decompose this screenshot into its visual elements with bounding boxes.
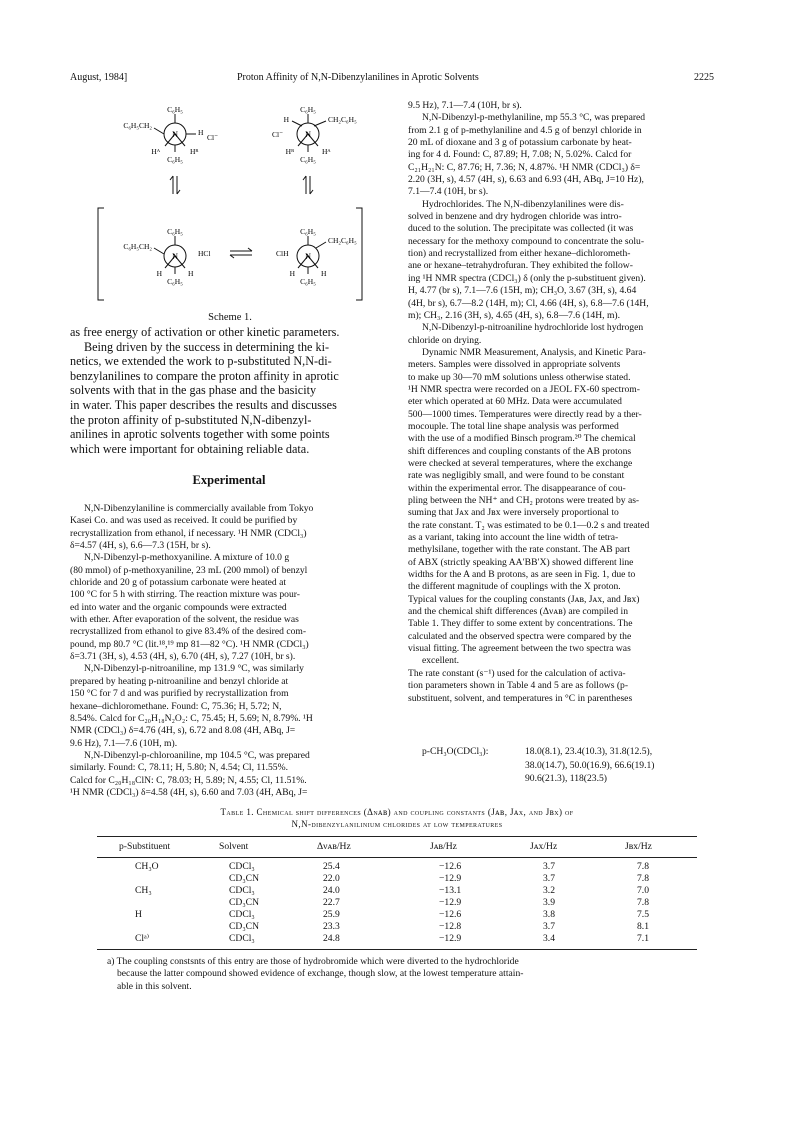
table-cell: 3.4	[543, 933, 555, 944]
table-cell: 7.8	[637, 873, 649, 884]
section-heading-experimental: Experimental	[192, 473, 266, 487]
table-cell: CH₃	[135, 885, 152, 896]
table-cell: 7.5	[637, 909, 649, 920]
text-line: the proton affinity of p-substituted N,N-dibenzyl-	[70, 412, 312, 427]
text-line: Dynamic NMR Measurement, Analysis, and Kinetic Para-	[422, 346, 646, 358]
scheme-label: C₆H₅	[167, 155, 183, 164]
table-cell: 3.8	[543, 909, 555, 920]
text-line: N,N-Dibenzyl-p-nitroaniline, mp 131.9 °C, was similarly	[84, 663, 304, 675]
text-line: 500—1000 times. Temperatures were directly read by a ther-	[408, 408, 642, 420]
text-line: widths for the A and B protons, as are seen in Fig. 1, due to	[408, 569, 636, 581]
table-cell: CDCl₃	[229, 933, 255, 944]
table-cell: CDCl₃	[229, 861, 255, 872]
text-line: Calcd for C₂₀H₁₈ClN: C, 78.03; H, 5.89; N, 4.55; Cl, 11.51%.	[70, 774, 307, 786]
scheme-label: C₆H₅	[300, 155, 316, 164]
text-line: methylsilane, together with the rate constant. The AB part	[408, 544, 631, 556]
text-line: hexane–dichloromethane. Found: C, 75.36; H, 5.72; N,	[70, 700, 282, 712]
running-header-date: August, 1984]	[70, 72, 128, 83]
table-header: p-Substituent	[119, 841, 171, 852]
table-cell: 8.1	[637, 921, 649, 932]
table-cell: CDCl₃	[229, 909, 255, 920]
rate-constant-label: p-CH₃O(CDCl₃):	[422, 746, 489, 757]
text-line: tion parameters shown in Table 4 and 5 are as follows (p-	[408, 680, 629, 692]
table-cell: 3.7	[543, 861, 555, 872]
text-line: anilines in aprotic solvents together with some points	[70, 427, 330, 442]
scheme-label: C₆H₅CH₂	[123, 121, 152, 130]
table-1	[97, 841, 697, 853]
text-line: the different magnitude of couplings with the X proton.	[408, 581, 621, 593]
footnote-line: because the latter compound showed evidence of exchange, though slow, at the lowest temperature attain-	[117, 968, 524, 980]
rate-constant-values	[525, 745, 655, 786]
table-row	[97, 897, 697, 909]
text-line: excellent.	[422, 655, 460, 667]
scheme-label: Cl⁻	[272, 130, 284, 139]
table-row	[97, 873, 697, 885]
experimental-left-column	[70, 503, 388, 799]
text-line: 9.6 Hz), 7.1—7.6 (10H, m).	[70, 737, 178, 749]
svg-text:N: N	[172, 252, 178, 261]
table-cell: −13.1	[439, 885, 462, 896]
newman-bottom-left	[123, 227, 210, 286]
table-cell: −12.9	[439, 897, 462, 908]
text-line: prepared by heating p-nitroaniline and benzyl chloride at	[70, 675, 289, 687]
table-cell: CD₃CN	[229, 873, 259, 884]
table-cell: −12.6	[439, 909, 462, 920]
newman-top-left	[123, 105, 218, 164]
table-title-line: N,N-dibenzylanilinium chlorides at low temperatures	[291, 819, 503, 829]
text-line: to make up 30—70 mM solutions unless otherwise stated.	[408, 371, 631, 383]
text-line: 20 mL of dioxane and 3 g of potassium carbonate by heat-	[408, 137, 632, 149]
text-line: 100 °C for 5 h with stirring. The reaction mixture was pour-	[70, 589, 300, 601]
text-line: Hydrochlorides. The N,N-dibenzylanilines were dis-	[422, 198, 624, 210]
text-line: meters. Samples were dissolved in appropriate solvents	[408, 359, 621, 371]
table-cell: −12.6	[439, 861, 462, 872]
text-line: solved in benzene and dry hydrogen chloride was intro-	[408, 211, 622, 223]
scheme-label: C₆H₅	[300, 105, 316, 114]
text-line: chloride and 20 g of potassium carbonate were heated at	[70, 577, 287, 589]
table-row	[97, 909, 697, 921]
scheme-label: C₆H₅CH₂	[123, 242, 152, 251]
scheme-label: ClH	[276, 249, 289, 258]
text-line: 2.20 (3H, s), 4.57 (4H, s), 6.63 and 6.93 (4H, ABq, J=10 Hz),	[408, 174, 644, 186]
scheme-label: Hᴬ	[322, 147, 331, 156]
table-row	[97, 885, 697, 897]
text-line: benzylanilines to compare the proton affinity in aprotic	[70, 368, 339, 383]
equilibrium-arrows-horizontal	[230, 248, 252, 258]
text-line: with ether. After evaporation of the solvent, the residue was	[70, 614, 299, 626]
scheme-label: CH₂C₆H₅	[328, 236, 357, 245]
table-cell: 3.9	[543, 897, 555, 908]
scheme-label: C₆H₅	[167, 277, 183, 286]
text-line: N,N-Dibenzyl-p-methoxyaniline. A mixture of 10.0 g	[84, 552, 290, 564]
text-line: 9.5 Hz), 7.1—7.4 (10H, br s).	[408, 100, 522, 111]
table-cell: 24.8	[323, 933, 340, 944]
table-bottom-rule	[97, 949, 697, 950]
rate-constant-row: 38.0(14.7), 50.0(16.9), 66.6(19.1)	[525, 759, 655, 771]
scheme-label: Hᴮ	[190, 147, 199, 156]
text-line: from 2.1 g of p-methylaniline and 4.5 g of benzyl chloride in	[408, 124, 642, 136]
equilibrium-arrows-vertical	[170, 176, 313, 194]
table-header: Δνᴀʙ/Hz	[317, 841, 351, 852]
text-line: pling between the NH⁺ and CH₂ protons were treated by as-	[408, 495, 640, 506]
text-line: (80 mmol) of p-methoxyaniline, 23 mL (200 mmol) of benzyl	[70, 564, 308, 576]
text-line: N,N-Dibenzyl-p-methylaniline, mp 55.3 °C, was prepared	[422, 112, 646, 124]
table-cell: 23.3	[323, 921, 340, 932]
text-line: duced to the solution. The precipitate was collected (it was	[408, 223, 634, 235]
scheme-label: C₆H₅	[167, 227, 183, 236]
running-header-title: Proton Affinity of N,N-Dibenzylanilines in Aprotic Solvents	[237, 72, 479, 83]
text-line: ¹H NMR (CDCl₃) δ=4.58 (4H, s), 6.60 and 7.03 (4H, ABq, J=	[70, 786, 308, 798]
text-line: the rate constant. T₂ was estimated to be 0.1—0.2 s and treated	[408, 519, 650, 531]
scheme-label: C₆H₅	[300, 277, 316, 286]
text-line: with the use of a modified Binsch program.²⁰ The chemical	[408, 433, 636, 445]
right-column	[408, 100, 730, 705]
text-line: netics, we extended the work to p-substituted N,N-di-	[70, 354, 332, 369]
table-row	[97, 861, 697, 873]
table-cell: 24.0	[323, 885, 340, 896]
text-line: The rate constant (s⁻¹) used for the calculation of activa-	[408, 667, 626, 679]
intro-paragraph	[70, 325, 388, 456]
svg-text:N: N	[305, 252, 311, 261]
text-line: pound, mp 80.7 °C (lit.¹⁸,¹⁹ mp 81—82 °C). ¹H NMR (CDCl₃)	[70, 638, 309, 650]
scheme-label: CH₂C₆H₅	[328, 115, 357, 124]
table-cell: −12.9	[439, 873, 462, 884]
table-header-rule	[97, 857, 697, 858]
text-line: recrystallization from ethanol, if necessary. ¹H NMR (CDCl₃)	[70, 527, 307, 539]
scheme-label: HCl	[198, 249, 211, 258]
text-line: ing ¹H NMR spectra (CDCl₃) δ (only the p-substituent given).	[408, 272, 646, 284]
text-line: N,N-Dibenzylaniline is commercially available from Tokyo	[84, 503, 314, 514]
text-line: visual fitting. The agreement between the two spectra was	[408, 643, 631, 655]
text-line: Typical values for the coupling constants (Jᴀʙ, Jᴀx, and Jʙx)	[408, 593, 640, 605]
scheme-label: Hᴬ	[151, 147, 160, 156]
table-cell: 7.8	[637, 897, 649, 908]
footnote-line: a) The coupling constsnts of this entry are those of hydrobromide which were diverted to the hydrochloride	[107, 956, 519, 967]
text-line: mocouple. The total line shape analysis was performed	[408, 420, 619, 432]
text-line: N,N-Dibenzyl-p-chloroaniline, mp 104.5 °C, was prepared	[84, 749, 310, 761]
text-line: ane or hexane–tetrahydrofuran. They exhibited the follow-	[408, 260, 633, 272]
text-line: shift differences and coupling constants of the AB protons	[408, 445, 632, 457]
rate-constant-row: 90.6(21.3), 118(23.5)	[525, 773, 607, 784]
text-line: as free energy of activation or other kinetic parameters.	[70, 325, 340, 339]
table-header: Solvent	[219, 841, 249, 852]
scheme-label: H	[198, 128, 204, 137]
svg-text:N: N	[172, 130, 178, 139]
text-line: C₂₁H₂₁N: C, 87.76; H, 7.36; N, 4.87%. ¹H NMR (CDCl₃) δ=	[408, 161, 641, 173]
text-line: within the experimental error. The disappearance of cou-	[408, 482, 626, 494]
text-line: Table 1. They differ to some extent by concentrations. The	[408, 618, 633, 630]
text-line: 150 °C for 7 d and was purified by recrystallization from	[70, 688, 289, 700]
newman-top-right	[272, 105, 357, 164]
table-cell: −12.9	[439, 933, 462, 944]
table-cell: CD₃CN	[229, 921, 259, 932]
table-1-body	[97, 861, 697, 945]
table-top-rule	[97, 836, 697, 837]
text-line: necessary for the methoxy compound to concentrate the solu-	[408, 235, 645, 247]
text-line: of ABX (strictly speaking AA′BB′X) showed different line	[408, 556, 634, 568]
text-line: 7.1—7.4 (10H, br s).	[408, 186, 489, 198]
table-cell: CDCl₃	[229, 885, 255, 896]
text-line: δ=4.57 (4H, s), 6.6—7.3 (15H, br s).	[70, 540, 211, 552]
table-header: Jʙx/Hz	[625, 841, 652, 852]
table-row	[97, 933, 697, 945]
text-line: ing for 4 d. Found: C, 87.89; H, 7.08; N, 5.02%. Calcd for	[408, 149, 632, 161]
footnote-line: able in this solvent.	[117, 980, 192, 992]
table-cell	[97, 921, 199, 933]
text-line: chloride on drying.	[408, 334, 482, 346]
table-cell: 22.7	[323, 897, 340, 908]
text-line: NMR (CDCl₃) δ=4.76 (4H, s), 6.72 and 8.08 (4H, ABq, J=	[70, 725, 296, 737]
table-header: Jᴀʙ/Hz	[430, 841, 457, 852]
scheme-label: Cl⁻	[207, 133, 219, 142]
text-line: and the chemical shift differences (Δνᴀʙ) are compiled in	[408, 606, 628, 618]
table-cell	[97, 897, 199, 909]
text-line: in water. This paper describes the results and discusses	[70, 397, 337, 412]
table-cell: 7.8	[637, 861, 649, 872]
table-cell: Clᵃ⁾	[135, 933, 150, 944]
scheme-caption: Scheme 1.	[208, 312, 252, 323]
scheme-label: H	[283, 115, 289, 124]
table-cell: 3.7	[543, 873, 555, 884]
table-cell: 25.9	[323, 909, 340, 920]
table-cell: 25.4	[323, 861, 340, 872]
table-row	[97, 921, 697, 933]
text-line: calculated and the observed spectra were compared by the	[408, 630, 632, 642]
page-number: 2225	[694, 72, 714, 83]
text-line: rate was negligibly small, and were found to be constant	[408, 470, 625, 482]
scheme-label: H	[188, 269, 194, 278]
text-line: 8.54%. Calcd for C₂₀H₁₈N₂O₂: C, 75.45; H, 5.69; N, 8.79%. ¹H	[70, 712, 313, 724]
table-cell: CD₃CN	[229, 897, 259, 908]
text-line: similarly. Found: C, 78.11; H, 5.80; N, 4.54; Cl, 11.55%.	[70, 762, 288, 774]
text-line: substituent, solvent, and temperatures in °C in parentheses	[408, 692, 633, 704]
text-line: recrystallized from ethanol to give 83.4% of the desired com-	[70, 626, 307, 638]
scheme-label: H	[321, 269, 327, 278]
right-bracket	[356, 208, 362, 300]
text-line: were checked at several temperatures, where the exchange	[408, 457, 633, 469]
text-line: ed into water and the organic compounds were extracted	[70, 601, 287, 613]
table-title-line: Table 1. Chemical shift differences (Δνᴀʙ) and coupling constants (Jᴀʙ, Jᴀx, and Jʙx) of	[220, 807, 574, 817]
text-line: ¹H NMR spectra were recorded on a JEOL FX-60 spectrom-	[408, 383, 640, 395]
scheme-1-figure	[80, 104, 380, 312]
table-footnote	[107, 956, 697, 993]
text-line: H, 4.77 (br s), 7.1—7.6 (15H, m); CH₃O, 3.67 (3H, s), 4.64	[408, 285, 637, 297]
scheme-label: H	[156, 269, 162, 278]
text-line: m); CH₃, 2.16 (3H, s), 4.65 (4H, s), 6.8—7.6 (14H, m).	[408, 309, 620, 321]
scheme-label: H	[289, 269, 295, 278]
table-cell: −12.8	[439, 921, 462, 932]
text-line: tion) and recrystallized from either hexane–dichlorometh-	[408, 248, 631, 260]
scheme-label: C₆H₅	[300, 227, 316, 236]
table-header-row	[97, 841, 697, 853]
svg-text:N: N	[305, 130, 311, 139]
text-line: as a variant, taking into account the line width of tetra-	[408, 532, 619, 544]
rate-constant-row: 18.0(8.1), 23.4(10.3), 31.8(12.5),	[525, 746, 653, 757]
text-line: Kasei Co. and was used as received. It could be purified by	[70, 515, 298, 527]
text-line: solvents with that in the gas phase and the basicity	[70, 383, 317, 398]
table-cell: CH₃O	[135, 861, 159, 872]
table-cell: 22.0	[323, 873, 340, 884]
scheme-label: Hᴮ	[285, 147, 294, 156]
scheme-label: C₆H₅	[167, 105, 183, 114]
text-line: suming that Jᴀx and Jʙx were inversely proportional to	[408, 507, 619, 519]
table-cell: 3.2	[543, 885, 555, 896]
text-line: δ=3.71 (3H, s), 4.53 (4H, s), 6.70 (4H, s), 7.27 (10H, br s).	[70, 651, 296, 663]
table-cell: 7.1	[637, 933, 649, 944]
table-cell: H	[135, 909, 142, 920]
table-cell: 7.0	[637, 885, 649, 896]
text-line: which were important for obtaining reliable data.	[70, 441, 310, 456]
text-line: (4H, br s), 6.7—8.2 (14H, m); Cl, 4.66 (4H, s), 6.8—7.6 (14H,	[408, 297, 649, 309]
left-bracket	[98, 208, 104, 300]
newman-bottom-right	[276, 227, 357, 286]
table-cell: 3.7	[543, 921, 555, 932]
table-1-title	[97, 806, 697, 830]
text-line: eter which operated at 60 MHz. Data were accumulated	[408, 396, 622, 408]
text-line: Being driven by the success in determining the ki-	[84, 339, 330, 354]
text-line: N,N-Dibenzyl-p-nitroaniline hydrochloride lost hydrogen	[422, 322, 644, 334]
table-header: Jᴀx/Hz	[530, 841, 558, 852]
table-cell	[97, 873, 199, 885]
